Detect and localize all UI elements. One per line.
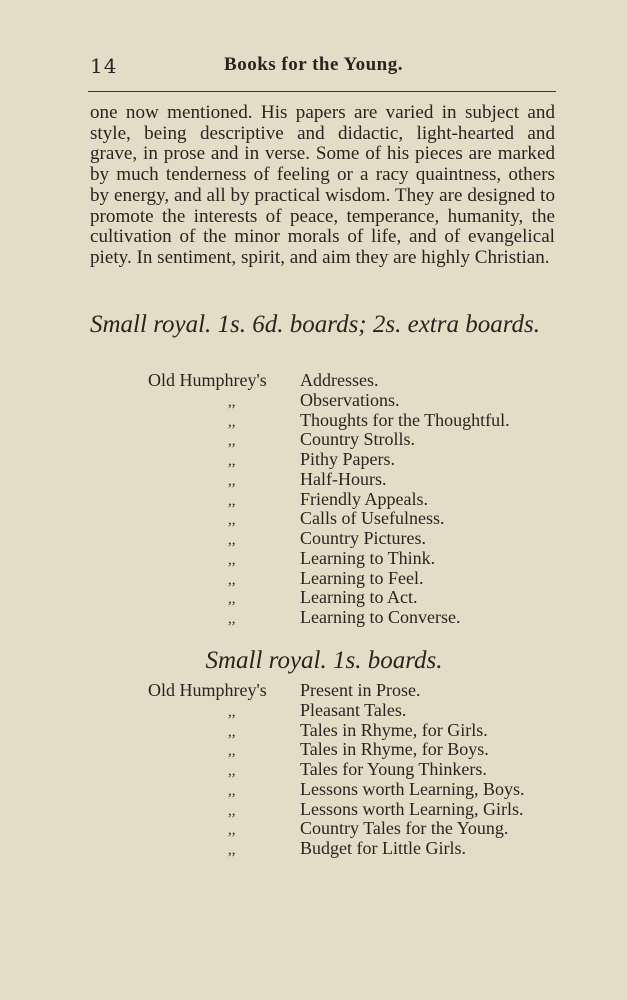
- running-title: Books for the Young.: [224, 54, 403, 75]
- book-title: Tales in Rhyme, for Boys.: [300, 739, 489, 760]
- book-title: Pithy Papers.: [300, 449, 396, 469]
- list-item: [148, 470, 568, 490]
- ditto-mark: ,,: [228, 492, 236, 509]
- book-title: Lessons worth Learning, Girls.: [300, 798, 524, 819]
- book-title: Country Strolls.: [300, 429, 416, 450]
- book-title: Budget for Little Girls.: [300, 838, 466, 858]
- book-title: Thoughts for the Thoughtful.: [300, 409, 510, 430]
- list-item: [148, 529, 568, 549]
- book-title: Country Pictures.: [300, 528, 426, 548]
- list-item: [148, 588, 568, 608]
- book-title: Pleasant Tales.: [300, 699, 407, 720]
- ditto-mark: ,,: [228, 763, 236, 779]
- list-item: [148, 819, 568, 839]
- book-title: Calls of Usefulness.: [300, 508, 445, 529]
- ditto-mark: ,,: [228, 413, 236, 430]
- list-item: [148, 450, 568, 470]
- list-item: [148, 608, 568, 628]
- book-title: Learning to Think.: [300, 547, 436, 568]
- list-item: [148, 701, 568, 721]
- list-item: [148, 549, 568, 569]
- body-paragraph: one now mentioned. His papers are varied in subject and style, being descriptive and didactic, light-hearted and grave, in prose and in verse. Some of his pieces are marked by much tenderness of feeling or a racy quaintness, others by energy, and all by practical wisdom. They are designed to promote the interests of peace, temperance, humanity, the cultivation of the minor morals of life, and of evangelical piety. In sentiment, spirit, and aim they are highly Christian.: [90, 102, 555, 268]
- ditto-mark: ,,: [228, 393, 236, 410]
- list-item: [148, 721, 568, 741]
- list-item: [148, 800, 568, 820]
- ditto-mark: ,,: [228, 551, 236, 568]
- page-number: 14: [90, 54, 118, 78]
- book-title: Learning to Feel.: [300, 567, 424, 588]
- book-title: Lessons worth Learning, Boys.: [300, 778, 525, 799]
- ditto-mark: ,,: [228, 743, 236, 760]
- ditto-mark: ,,: [228, 532, 236, 548]
- ditto-mark: ,,: [228, 703, 236, 720]
- ditto-mark: ,,: [228, 433, 236, 450]
- book-title: Present in Prose.: [300, 680, 421, 700]
- ditto-mark: ,,: [228, 822, 236, 839]
- book-title: Learning to Act.: [300, 587, 418, 608]
- list-item: [148, 371, 568, 391]
- list-item: [148, 391, 568, 411]
- ditto-mark: ,,: [228, 842, 236, 858]
- section-heading-2: Small royal. 1s. boards.: [205, 647, 443, 674]
- list-item: [148, 430, 568, 450]
- list-item: [148, 681, 568, 701]
- section-heading-1: Small royal. 1s. 6d. boards; 2s. extra boards.: [90, 311, 540, 338]
- book-title: Friendly Appeals.: [300, 488, 428, 509]
- list-item: [148, 839, 568, 859]
- ditto-mark: ,,: [228, 472, 236, 489]
- author-name: Old Humphrey's: [148, 370, 267, 390]
- ditto-mark: ,,: [228, 512, 236, 529]
- book-title: Tales in Rhyme, for Girls.: [300, 719, 488, 740]
- book-title: Country Tales for the Young.: [300, 818, 509, 839]
- book-list-2: [148, 681, 568, 859]
- author-name: Old Humphrey's: [148, 680, 267, 700]
- header-rule: [88, 91, 556, 92]
- book-title: Half-Hours.: [300, 468, 387, 489]
- ditto-mark: ,,: [228, 782, 236, 799]
- ditto-mark: ,,: [228, 611, 236, 627]
- book-title: Observations.: [300, 389, 400, 410]
- list-item: [148, 490, 568, 510]
- book-list-1: [148, 371, 568, 628]
- list-item: [148, 780, 568, 800]
- list-item: [148, 509, 568, 529]
- ditto-mark: ,,: [228, 571, 236, 588]
- book-title: Learning to Converse.: [300, 607, 461, 627]
- book-title: Addresses.: [300, 370, 379, 390]
- list-item: [148, 740, 568, 760]
- list-item: [148, 411, 568, 431]
- list-item: [148, 569, 568, 589]
- list-item: [148, 760, 568, 780]
- ditto-mark: ,,: [228, 802, 236, 819]
- ditto-mark: ,,: [228, 591, 236, 608]
- ditto-mark: ,,: [228, 453, 236, 469]
- ditto-mark: ,,: [228, 723, 236, 740]
- book-title: Tales for Young Thinkers.: [300, 759, 487, 779]
